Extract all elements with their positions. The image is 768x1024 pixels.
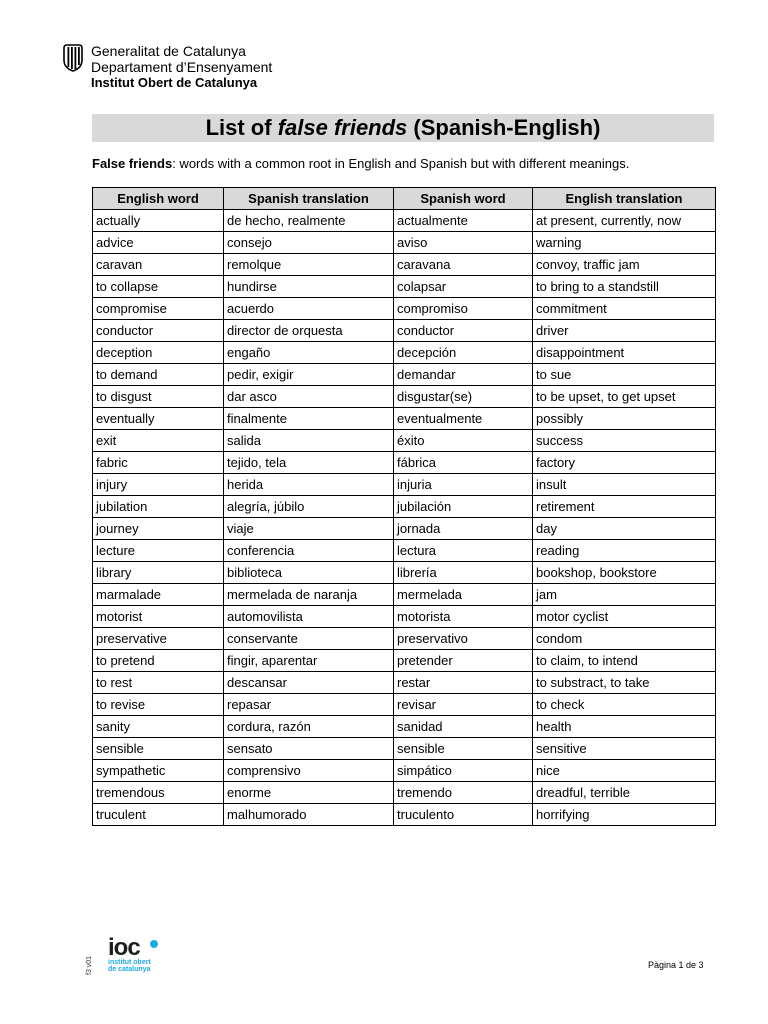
table-cell: journey [93,518,224,540]
table-row [93,540,716,562]
table-cell: conductor [394,320,533,342]
table-cell: reading [533,540,716,562]
table-cell: motorista [394,606,533,628]
table-cell: de hecho, realmente [224,210,394,232]
table-cell: at present, currently, now [533,210,716,232]
table-row [93,716,716,738]
table-cell: engaño [224,342,394,364]
table-cell: insult [533,474,716,496]
title-prefix: List of [205,115,278,140]
table-row [93,474,716,496]
table-cell: health [533,716,716,738]
table-cell: advice [93,232,224,254]
table-cell: to demand [93,364,224,386]
intro-term: False friends [92,156,173,171]
table-cell: éxito [394,430,533,452]
table-row [93,628,716,650]
table-cell: sensitive [533,738,716,760]
table-cell: warning [533,232,716,254]
table-header-row [93,188,716,210]
table-cell: day [533,518,716,540]
table-cell: success [533,430,716,452]
table-row [93,210,716,232]
table-cell: enorme [224,782,394,804]
table-cell: conductor [93,320,224,342]
table-cell: demandar [394,364,533,386]
table-cell: marmalade [93,584,224,606]
table-row [93,672,716,694]
table-cell: nice [533,760,716,782]
table-row [93,364,716,386]
table-cell: restar [394,672,533,694]
table-cell: mermelada [394,584,533,606]
table-cell: preservative [93,628,224,650]
table-cell: alegría, júbilo [224,496,394,518]
column-header: English translation [533,188,716,210]
table-cell: director de orquesta [224,320,394,342]
table-cell: deception [93,342,224,364]
table-cell: conservante [224,628,394,650]
table-cell: to claim, to intend [533,650,716,672]
ioc-logo-sub1: institut obert [108,959,151,966]
table-cell: retirement [533,496,716,518]
table-cell: disappointment [533,342,716,364]
table-cell: colapsar [394,276,533,298]
table-cell: lectura [394,540,533,562]
table-cell: lecture [93,540,224,562]
table-cell: herida [224,474,394,496]
table-cell: driver [533,320,716,342]
table-row [93,518,716,540]
page-number: Pàgina 1 de 3 [648,960,704,970]
table-row [93,496,716,518]
table-cell: revisar [394,694,533,716]
page-title [92,114,714,142]
table-row [93,430,716,452]
table-cell: to substract, to take [533,672,716,694]
table-row [93,562,716,584]
header-line-1: Generalitat de Catalunya [91,43,246,59]
table-row [93,606,716,628]
table-cell: conferencia [224,540,394,562]
table-cell: truculento [394,804,533,826]
table-cell: possibly [533,408,716,430]
table-cell: jornada [394,518,533,540]
table-cell: actually [93,210,224,232]
table-row [93,386,716,408]
table-cell: descansar [224,672,394,694]
table-cell: pretender [394,650,533,672]
table-cell: caravana [394,254,533,276]
table-cell: library [93,562,224,584]
table-cell: compromiso [394,298,533,320]
table-cell: to pretend [93,650,224,672]
table-cell: consejo [224,232,394,254]
table-cell: injury [93,474,224,496]
table-cell: to sue [533,364,716,386]
table-cell: simpático [394,760,533,782]
table-cell: sanidad [394,716,533,738]
table-row [93,804,716,826]
table-cell: preservativo [394,628,533,650]
header-line-2: Departament d’Ensenyament [91,59,273,75]
table-cell: mermelada de naranja [224,584,394,606]
ioc-logo-sub2: de catalunya [108,966,151,973]
title-italic: false friends [277,115,408,140]
ioc-dot-icon [150,940,158,948]
table-cell: disgustar(se) [394,386,533,408]
table-row [93,232,716,254]
ioc-logo [108,934,168,977]
table-cell: finalmente [224,408,394,430]
table-cell: actualmente [394,210,533,232]
table-cell: fingir, aparentar [224,650,394,672]
table-row [93,584,716,606]
column-header: Spanish word [394,188,533,210]
table-row [93,694,716,716]
table-cell: tremendo [394,782,533,804]
column-header: English word [93,188,224,210]
table-row [93,298,716,320]
table-cell: dar asco [224,386,394,408]
table-cell: sympathetic [93,760,224,782]
table-cell: exit [93,430,224,452]
table-cell: jubilación [394,496,533,518]
table-row [93,276,716,298]
table-cell: librería [394,562,533,584]
table-cell: fabric [93,452,224,474]
table-cell: to check [533,694,716,716]
table-cell: bookshop, bookstore [533,562,716,584]
title-suffix: (Spanish-English) [407,115,601,140]
table-cell: remolque [224,254,394,276]
table-cell: malhumorado [224,804,394,826]
table-cell: to rest [93,672,224,694]
table-cell: to be upset, to get upset [533,386,716,408]
table-cell: factory [533,452,716,474]
table-cell: to collapse [93,276,224,298]
table-row [93,254,716,276]
table-cell: dreadful, terrible [533,782,716,804]
column-header: Spanish translation [224,188,394,210]
table-cell: jubilation [93,496,224,518]
generalitat-crest-icon [62,44,84,72]
table-row [93,452,716,474]
table-cell: hundirse [224,276,394,298]
table-row [93,782,716,804]
table-cell: eventually [93,408,224,430]
header-line-3: Institut Obert de Catalunya [91,75,258,90]
table-cell: truculent [93,804,224,826]
table-cell: biblioteca [224,562,394,584]
table-cell: injuria [394,474,533,496]
table-cell: decepción [394,342,533,364]
table-body [93,210,716,826]
version-code: f3 v01 [86,955,93,975]
table-row [93,650,716,672]
table-cell: comprensivo [224,760,394,782]
table-cell: repasar [224,694,394,716]
table-cell: sensato [224,738,394,760]
table-cell: tremendous [93,782,224,804]
table-cell: compromise [93,298,224,320]
table-cell: sensible [93,738,224,760]
table-cell: fábrica [394,452,533,474]
table-cell: pedir, exigir [224,364,394,386]
table-row [93,760,716,782]
table-cell: horrifying [533,804,716,826]
table-cell: to bring to a standstill [533,276,716,298]
intro-text: : words with a common root in English and Spanish but with different meanings. [172,156,630,171]
table-cell: acuerdo [224,298,394,320]
false-friends-table [92,187,716,826]
intro-paragraph [92,155,629,173]
table-cell: sanity [93,716,224,738]
table-cell: condom [533,628,716,650]
table-row [93,320,716,342]
table-cell: motorist [93,606,224,628]
table-cell: tejido, tela [224,452,394,474]
table-row [93,408,716,430]
table-cell: cordura, razón [224,716,394,738]
table-row [93,342,716,364]
table-row [93,738,716,760]
table-cell: motor cyclist [533,606,716,628]
table-cell: salida [224,430,394,452]
table-cell: commitment [533,298,716,320]
table-cell: sensible [394,738,533,760]
table-cell: jam [533,584,716,606]
table-cell: viaje [224,518,394,540]
table-cell: to disgust [93,386,224,408]
table-cell: automovilista [224,606,394,628]
ioc-logo-word: ioc [108,934,140,961]
table-cell: to revise [93,694,224,716]
table-cell: caravan [93,254,224,276]
table-cell: aviso [394,232,533,254]
table-cell: convoy, traffic jam [533,254,716,276]
table-cell: eventualmente [394,408,533,430]
